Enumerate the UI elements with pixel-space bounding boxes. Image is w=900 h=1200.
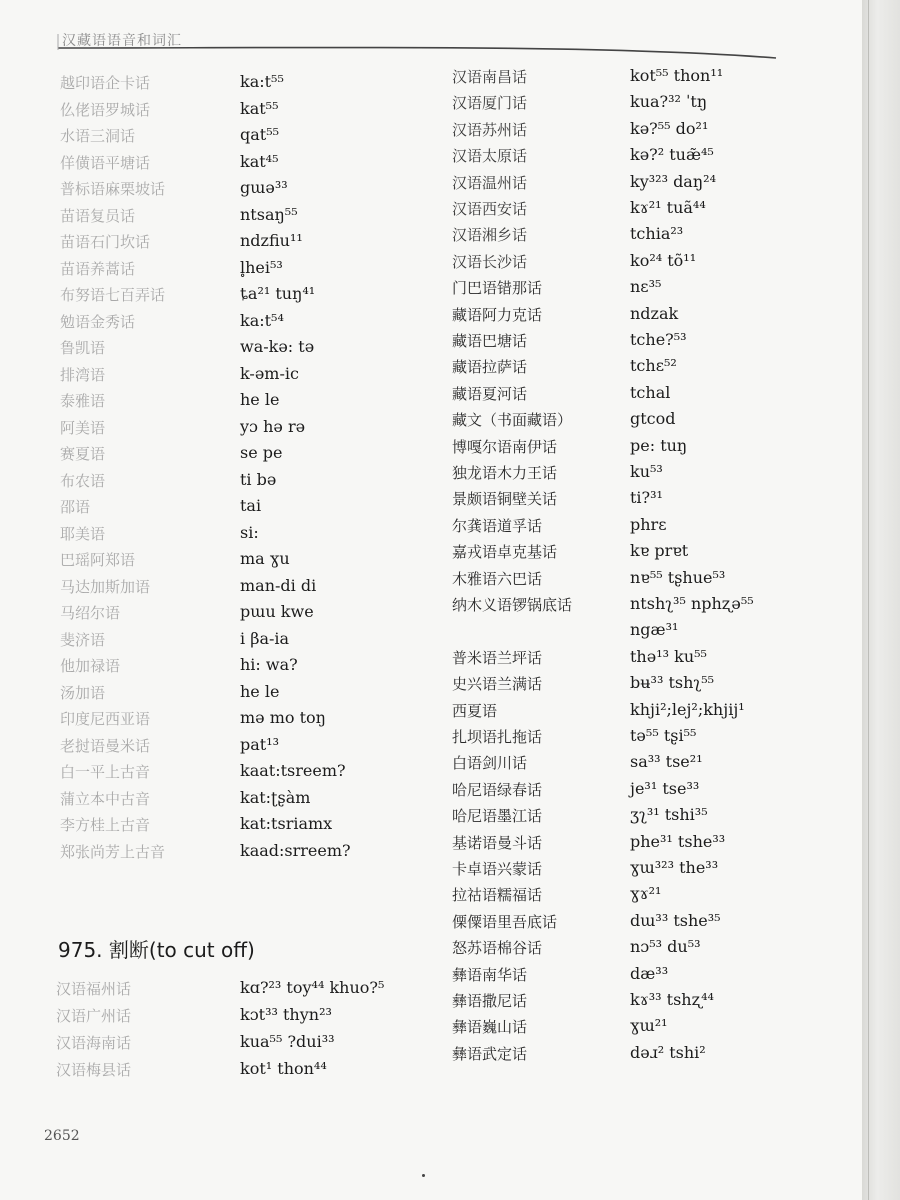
language-name: 哈尼语绿春话 (452, 780, 543, 799)
language-name: 普米语兰坪话 (452, 648, 543, 667)
pronunciation: ʒʅ³¹ tshi³⁵ (630, 805, 708, 825)
pronunciation: kaat:tsreem? (240, 761, 346, 780)
pronunciation: ngæ³¹ (630, 620, 679, 640)
language-name: 拉祜语糯福话 (452, 886, 543, 905)
language-name: 木雅语六巴话 (452, 569, 543, 588)
pronunciation: tchia²³ (630, 224, 684, 244)
right-column (452, 66, 852, 1096)
language-name: 勉语金秀话 (60, 312, 136, 331)
language-name: 蒲立本中古音 (60, 789, 151, 808)
pronunciation: dɯ³³ tshe³⁵ (630, 910, 721, 930)
pronunciation: tchal (630, 382, 671, 402)
language-name: 汉语广州话 (56, 1007, 132, 1025)
pronunciation: nɔ⁵³ du⁵³ (630, 937, 701, 957)
language-name: 巴瑶阿郑语 (60, 551, 136, 569)
pronunciation: gtcod (630, 409, 676, 429)
pronunciation: nɐ⁵⁵ tʂhue⁵³ (630, 567, 726, 587)
language-name: 汉语西安话 (452, 200, 528, 218)
language-name: 扎坝语扎拖话 (452, 728, 543, 746)
pronunciation: dəɹ² tshi² (630, 1042, 706, 1062)
language-name: 李方桂上古音 (60, 816, 151, 834)
language-name: 基诺语曼斗话 (452, 833, 543, 852)
language-name: 马达加斯加语 (60, 577, 151, 596)
language-name: 独龙语木力王话 (452, 464, 558, 482)
language-name: 彝语巍山话 (452, 1018, 528, 1037)
language-name: 藏语阿力克话 (452, 305, 543, 324)
pronunciation: dæ³³ (630, 963, 669, 983)
language-name: 耶美语 (60, 524, 106, 543)
pronunciation: hi: wa? (240, 655, 298, 674)
pronunciation: ɣɯ²¹ (630, 1016, 668, 1036)
language-name: 泰雅语 (60, 392, 106, 410)
pronunciation: gɯə³³ (240, 178, 288, 197)
pronunciation: sa³³ tse²¹ (630, 752, 703, 772)
pronunciation: i βa-ia (240, 628, 290, 648)
pronunciation: thə¹³ ku⁵⁵ (630, 646, 707, 666)
left-column (60, 72, 420, 872)
pronunciation: tə⁵⁵ tʂi⁵⁵ (630, 726, 697, 745)
language-name: 他加禄语 (60, 657, 121, 675)
language-name: 史兴语兰满话 (452, 675, 543, 694)
pronunciation: l̥hei⁵³ (240, 257, 283, 277)
language-name: 博嘎尔语南伊话 (452, 437, 558, 456)
pronunciation: ɣɤ²¹ (630, 884, 662, 904)
pronunciation: kɤ³³ tshʐ⁴⁴ (630, 990, 714, 1009)
pronunciation: he le (240, 681, 280, 701)
pronunciation: kɐ prɐt (630, 541, 689, 561)
language-name: 纳木义语锣锅底话 (452, 596, 573, 614)
spine-edge (868, 0, 869, 1200)
pronunciation: tai (240, 496, 262, 515)
language-name: 卡卓语兴蒙话 (452, 860, 543, 878)
language-name: 汉语太原话 (452, 147, 528, 166)
language-name: 苗语石门坎话 (60, 233, 151, 251)
pronunciation: kat⁴⁵ (240, 151, 279, 171)
language-name: 藏语拉萨话 (452, 358, 528, 377)
pronunciation: tchɛ⁵² (630, 356, 677, 376)
language-name: 马绍尔语 (60, 604, 121, 622)
language-name: 阿美语 (60, 418, 106, 437)
language-name: 水语三洞话 (60, 127, 136, 145)
pronunciation: ku⁵³ (630, 462, 663, 481)
page-number: 2652 (44, 1128, 80, 1144)
language-name: 西夏语 (452, 701, 498, 720)
language-name: 尔龚语道孚话 (452, 516, 543, 535)
running-header: 汉藏语语音和词汇 (62, 33, 182, 49)
pronunciation: si: (240, 522, 259, 542)
language-name: 白一平上古音 (60, 763, 151, 781)
pronunciation: ky³²³ daŋ²⁴ (630, 171, 716, 191)
language-name: 白语剑川话 (452, 754, 528, 773)
pronunciation: ȶa²¹ tuŋ⁴¹ (240, 284, 316, 303)
pronunciation: kɤ²¹ tuã⁴⁴ (630, 198, 706, 217)
language-name: 斐济语 (60, 630, 106, 649)
language-name: 彝语撒尼话 (452, 992, 528, 1010)
language-name: 嘉戎语卓克基话 (452, 543, 558, 562)
pronunciation: kə?² tuæ̃⁴⁵ (630, 145, 714, 165)
language-name: 藏文（书面藏语） (452, 411, 573, 430)
language-name: 邵语 (60, 498, 91, 516)
pronunciation: kua⁵⁵ ?dui³³ (240, 1032, 335, 1051)
language-name: 傈僳语里吾底话 (452, 912, 558, 931)
pronunciation: phe³¹ tshe³³ (630, 831, 726, 851)
pronunciation: wa-kə: tə (240, 337, 315, 356)
language-name: 仫佬语罗城话 (60, 100, 151, 119)
pronunciation: ntshʅ³⁵ nphʐə⁵⁵ (630, 594, 754, 613)
pronunciation: kat⁵⁵ (240, 98, 279, 118)
pronunciation: kot¹ thon⁴⁴ (240, 1059, 327, 1078)
pronunciation: kə?⁵⁵ do²¹ (630, 118, 709, 138)
pronunciation: ko²⁴ tõ¹¹ (630, 250, 697, 270)
language-name: 印度尼西亚语 (60, 710, 151, 728)
pronunciation: ɣɯ³²³ the³³ (630, 858, 719, 877)
pronunciation: qat⁵⁵ (240, 125, 280, 144)
language-name: 怒苏语棉谷话 (452, 939, 543, 958)
pronunciation: ndzak (630, 303, 679, 323)
pronunciation: ka:t⁵⁴ (240, 310, 284, 330)
language-name: 藏语夏河话 (452, 384, 528, 403)
pronunciation: ti?³¹ (630, 488, 663, 508)
language-name: 藏语巴塘话 (452, 332, 528, 350)
pronunciation: kot⁵⁵ thon¹¹ (630, 66, 724, 85)
pronunciation: ndzfiu¹¹ (240, 231, 303, 250)
language-name: 佯僙语平塘话 (60, 153, 151, 172)
pronunciation: ma ɣu (240, 549, 290, 568)
language-name: 普标语麻栗坡话 (60, 180, 166, 198)
language-name: 布努语七百弄话 (60, 286, 166, 304)
language-name: 哈尼语墨江话 (452, 807, 543, 826)
pronunciation: phrɛ (630, 514, 667, 534)
language-name: 门巴语错那话 (452, 279, 543, 298)
pronunciation: k-əm-ic (240, 363, 299, 383)
language-name: 苗语养蒿话 (60, 259, 136, 278)
pronunciation: tche?⁵³ (630, 330, 687, 349)
pronunciation: yɔ hə rə (240, 416, 306, 436)
language-name: 景颇语铜壁关话 (452, 490, 558, 509)
pronunciation: se pe (240, 443, 283, 462)
pronunciation: kat:tsriamx (240, 814, 333, 833)
language-name: 彝语武定话 (452, 1044, 528, 1063)
language-name: 汉语海南话 (56, 1034, 132, 1052)
pronunciation: mə mo toŋ (240, 708, 326, 727)
language-name: 郑张尚芳上古音 (60, 842, 166, 861)
language-name: 汉语长沙话 (452, 252, 528, 271)
pronunciation: ti bə (240, 469, 277, 489)
left-column-after (56, 978, 416, 1088)
section-heading: 975. 割断(to cut off) (58, 938, 255, 962)
pronunciation: pɯu kwe (240, 602, 314, 621)
pronunciation: he le (240, 390, 280, 409)
print-speck (422, 1174, 425, 1177)
pronunciation: kat:ʈʂàm (240, 787, 311, 807)
pronunciation: kua?³² ˈtŋ (630, 92, 708, 112)
pronunciation: kaad:srreem? (240, 840, 351, 860)
pronunciation: man-di di (240, 575, 317, 595)
pronunciation: ntsaŋ⁵⁵ (240, 204, 298, 224)
pronunciation: pe: tuŋ (630, 435, 688, 455)
language-name: 汉语湘乡话 (452, 226, 528, 245)
language-name: 汉语苏州话 (452, 120, 528, 139)
language-name: 汉语福州话 (56, 980, 132, 998)
pronunciation: kɑ?²³ toy⁴⁴ khuo?⁵ (240, 978, 385, 997)
pronunciation: bʉ³³ tshʅ⁵⁵ (630, 673, 715, 693)
language-name: 汉语南昌话 (452, 68, 528, 86)
language-name: 老挝语曼米话 (60, 736, 151, 755)
language-name: 汉语梅县话 (56, 1061, 132, 1079)
language-name: 彝语南华话 (452, 965, 528, 984)
language-name: 布农语 (60, 471, 106, 490)
pronunciation: je³¹ tse³³ (630, 778, 700, 798)
language-name: 排湾语 (60, 365, 106, 384)
language-name: 鲁凯语 (60, 339, 106, 357)
language-name: 汉语厦门话 (452, 94, 528, 113)
language-name: 赛夏语 (60, 445, 106, 463)
language-name: 汉语温州话 (452, 173, 528, 192)
pronunciation: khji²;lej²;khjij¹ (630, 699, 745, 719)
pronunciation: ka:t⁵⁵ (240, 72, 284, 91)
language-name: 苗语复员话 (60, 206, 136, 225)
pronunciation: pat¹³ (240, 734, 280, 754)
language-name: 汤加语 (60, 683, 106, 702)
pronunciation: nɛ³⁵ (630, 277, 662, 297)
language-name: 越印语企卡话 (60, 74, 151, 92)
pronunciation: kɔt³³ thyn²³ (240, 1005, 332, 1024)
